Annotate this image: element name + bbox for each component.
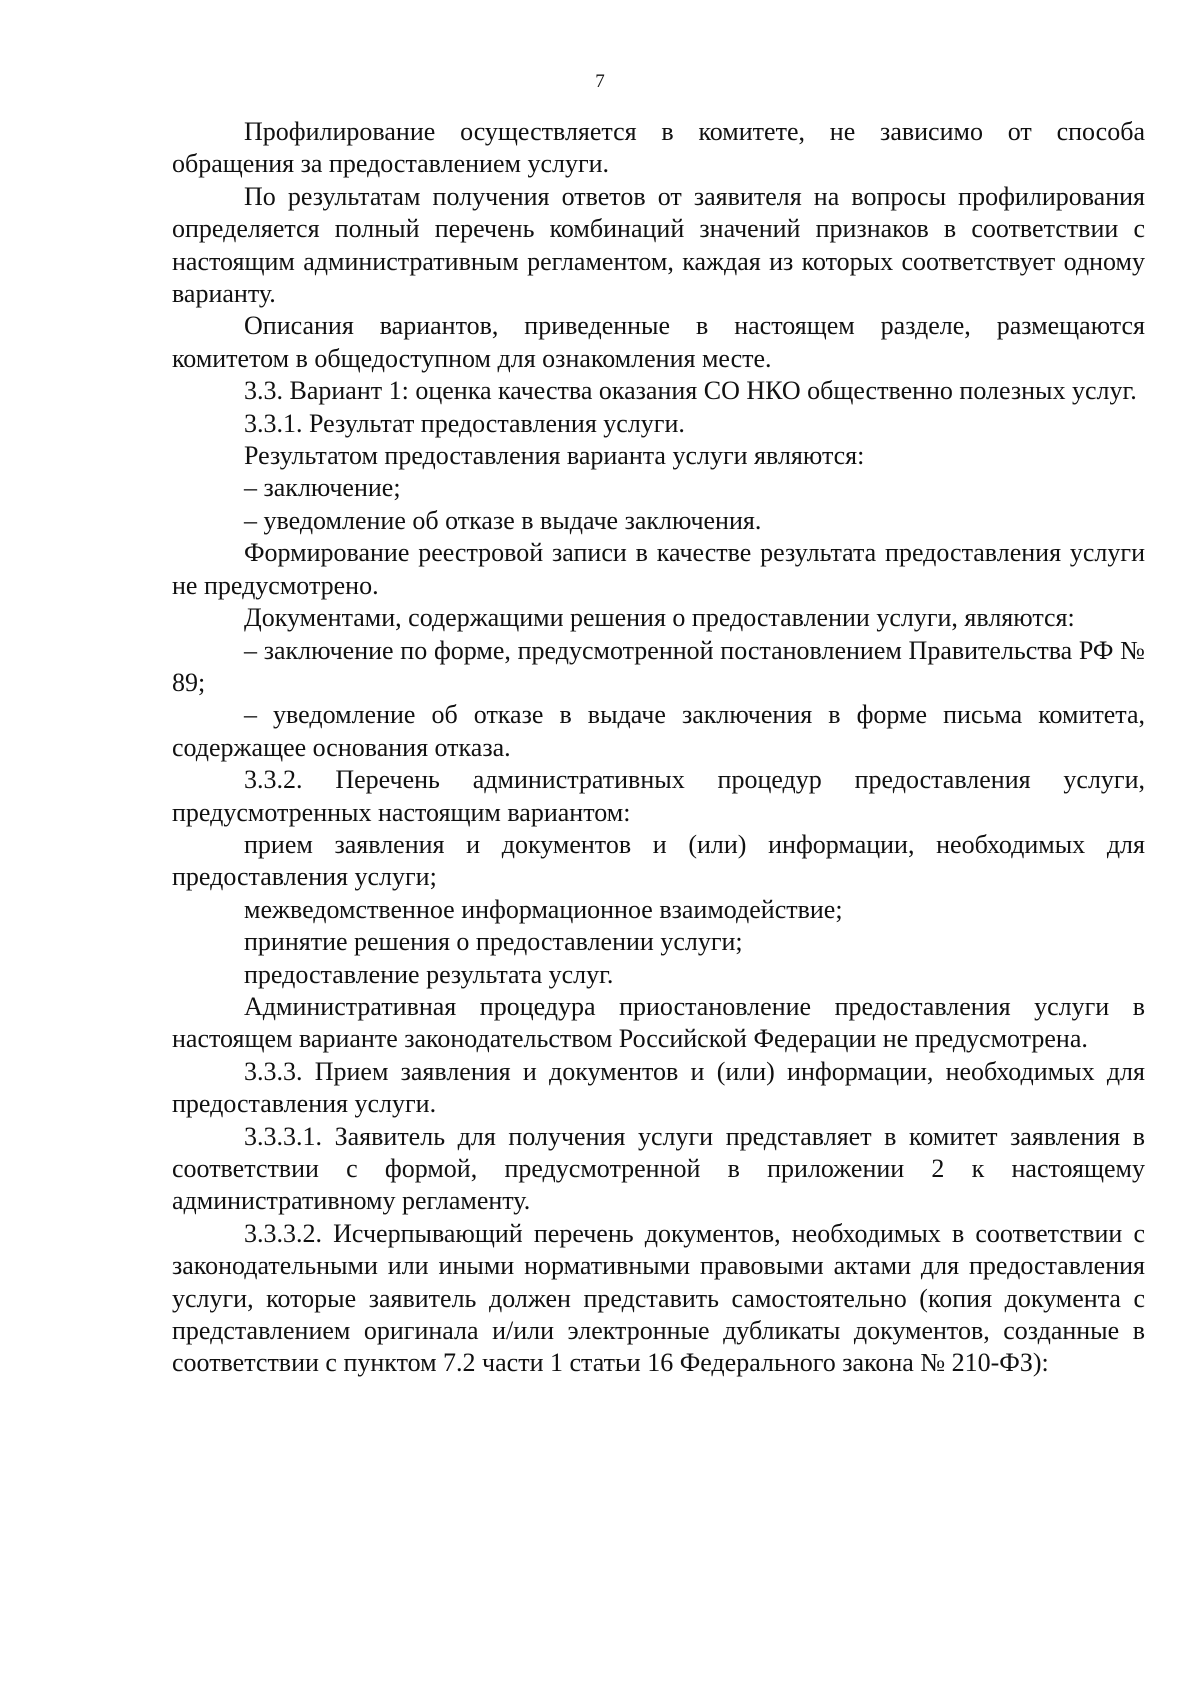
- document-body: [172, 116, 1145, 1380]
- paragraph-decision-documents: Документами, содержащими решения о предоставлении услуги, являются:: [244, 603, 1075, 633]
- procedure-item-application: прием заявления и документов и (или) информации, необходимых для предоставления услуги;: [172, 829, 1145, 892]
- paragraph-result-intro: Результатом предоставления варианта услуги являются:: [244, 441, 865, 471]
- section-heading-3-3-2: 3.3.2. Перечень административных процедур предоставления услуги, предусмотренных настоящим вариантом:: [172, 765, 1145, 827]
- section-heading-3-3-3: 3.3.3. Прием заявления и документов и (или) информации, необходимых для предоставления услуги.: [172, 1056, 1145, 1119]
- paragraph-variant-descriptions: Описания вариантов, приведенные в настоящем разделе, размещаются комитетом в общедоступном для ознакомления месте.: [172, 311, 1145, 373]
- paragraph-profiling-results: По результатам получения ответов от заявителя на вопросы профилирования определяется полный перечень комбинаций значений признаков в соответствии с настоящим административным регламентом, каждая из которых соответствует одному варианту.: [172, 181, 1145, 309]
- section-heading-3-3: 3.3. Вариант 1: оценка качества оказания СО НКО общественно полезных услуг.: [244, 376, 1137, 406]
- section-heading-3-3-1: 3.3.1. Результат предоставления услуги.: [244, 408, 685, 438]
- list-item-refusal-notice: – уведомление об отказе в выдаче заключения.: [244, 505, 762, 535]
- procedure-item-decision: принятие решения о предоставлении услуги;: [244, 927, 743, 957]
- section-3-3-3-1: 3.3.3.1. Заявитель для получения услуги представляет в комитет заявления в соответствии с формой, предусмотренной в приложении 2 к настоящему административному регламенту.: [172, 1121, 1145, 1216]
- list-item-refusal-letter: – уведомление об отказе в выдаче заключения в форме письма комитета, содержащее основания отказа.: [172, 700, 1145, 762]
- section-3-3-3-2: 3.3.3.2. Исчерпывающий перечень документов, необходимых в соответствии с законодательными или иными нормативными правовыми актами для предоставления услуги, которые заявитель должен представить самостоятельно (копия документа с представлением оригинала и/или электронные дубликаты документов, созданные в соответствии с пунктом 7.2 части 1 статьи 16 Федерального закона № 210-ФЗ):: [172, 1218, 1145, 1378]
- paragraph-registry-record: Формирование реестровой записи в качестве результата предоставления услуги не предусмотрено.: [172, 538, 1145, 600]
- list-item-conclusion: – заключение;: [244, 473, 401, 503]
- paragraph-suspension: Административная процедура приостановление предоставления услуги в настоящем варианте законодательством Российской Федерации не предусмотрена.: [172, 991, 1145, 1054]
- page-number: 7: [595, 71, 605, 92]
- procedure-item-result: предоставление результата услуг.: [244, 959, 614, 989]
- list-item-conclusion-form: – заключение по форме, предусмотренной постановлением Правительства РФ № 89;: [172, 635, 1145, 697]
- procedure-item-interagency: межведомственное информационное взаимодействие;: [244, 894, 843, 924]
- paragraph-profiling: Профилирование осуществляется в комитете, не зависимо от способа обращения за предоставлением услуги.: [172, 117, 1145, 179]
